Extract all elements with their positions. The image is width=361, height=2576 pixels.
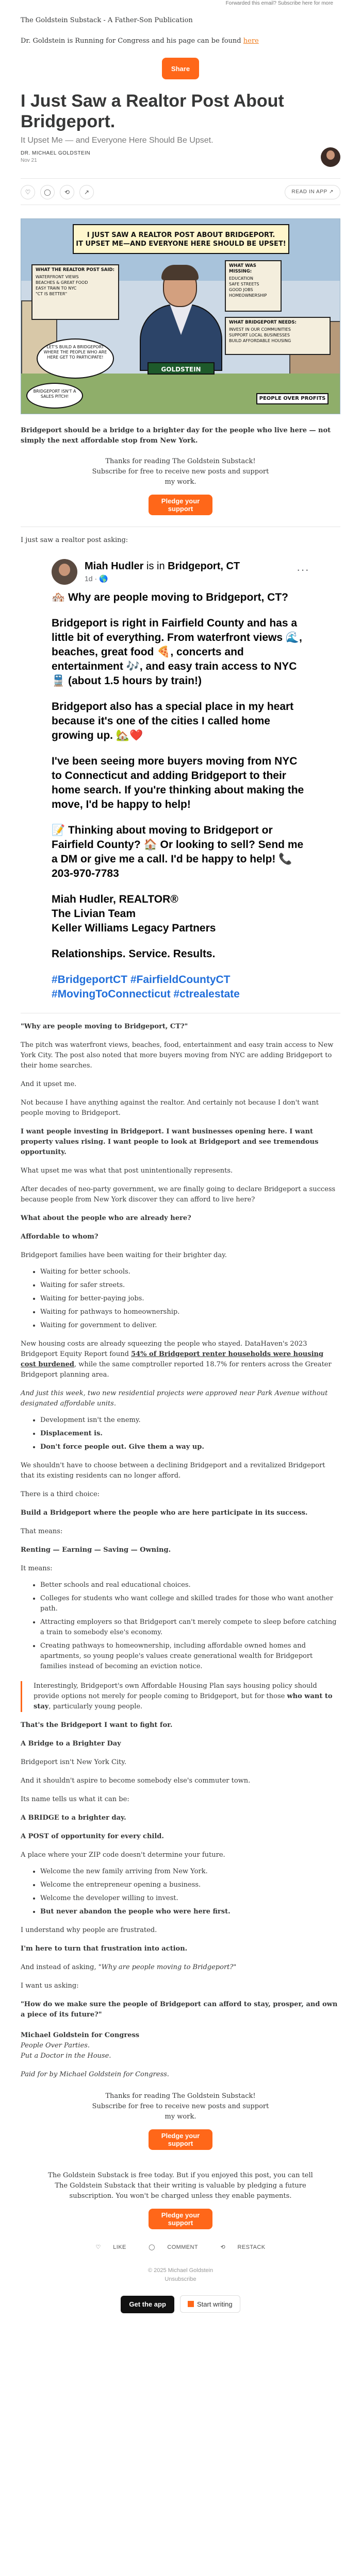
- cartoon-headline-2: IT UPSET ME—AND EVERYONE HERE SHOULD BE UPSET!: [76, 240, 286, 248]
- card-item: GOOD JOBS: [229, 287, 253, 292]
- running-line: [21, 36, 340, 46]
- cover-cartoon[interactable]: [21, 218, 340, 414]
- comment-icon[interactable]: ◯: [40, 185, 55, 199]
- card-missing: [225, 260, 282, 312]
- realtor-paragraph: Bridgeport is right in Fairfield County and has a little bit of everything. From waterfront views 🌊, beaches, great food 🍕, concerts and entertainment 🎶, and easy train access to NYC 🚆 (about 1.5 hours by train!): [52, 617, 302, 687]
- realtor-header: [85, 559, 309, 572]
- author-name[interactable]: DR. MICHAEL GOLDSTEIN: [21, 150, 91, 156]
- article-paragraph: After decades of neo-party government, we are finally going to declare Bridgeport a success because people from New York discover they can afford to live here?: [21, 1185, 336, 1204]
- realtor-text: [52, 590, 309, 1002]
- comment-action[interactable]: [143, 2244, 203, 2250]
- list-item: • Waiting for government to deliver.: [40, 1320, 340, 1331]
- article-paragraph: We shouldn't have to choose between a declining Bridgeport and a revitalized Bridgeport that its existing residents can no longer afford.: [21, 1462, 325, 1480]
- post-subtitle: It Upset Me — and Everyone Here Should Be Upset.: [21, 136, 214, 145]
- cartoon-headline: [73, 224, 289, 254]
- author-avatar[interactable]: [321, 147, 340, 167]
- like-label: LIKE: [113, 2244, 126, 2250]
- pledge-explainer: The Goldstein Substack is free today. But if you enjoyed this post, you can tell The Goldstein Substack that their writing is valuable by pledging a future subscription. You won't be charged unless they enable payments.: [48, 2172, 313, 2200]
- subscribe-prompt: Thanks for reading The Goldstein Substack! Subscribe for free to receive new posts and support my work.: [92, 457, 269, 486]
- list-item: • Waiting for pathways to homeownership.: [40, 1307, 340, 1317]
- realtor-post-screenshot: [52, 559, 309, 1002]
- restack-icon: ⟲: [220, 2244, 226, 2250]
- waiting-list: [40, 1267, 340, 1331]
- list-item: • Attracting employers so that Bridgeport can't merely compete to sleep before catching a train to somebody else's economy.: [40, 1617, 340, 1638]
- article-paragraph: A POST of opportunity for every child.: [21, 1833, 164, 1840]
- realtor-avatar: [52, 559, 77, 585]
- signoff-line: Put a Doctor in the House.: [21, 2052, 111, 2060]
- list-item: • Waiting for better-paying jobs.: [40, 1294, 340, 1304]
- signoff: [21, 2030, 340, 2061]
- forwarded-text: Forwarded this email?: [225, 1, 276, 6]
- forwarded-suffix: for more: [314, 1, 333, 6]
- intro-block: [21, 7, 340, 46]
- unsubscribe-link[interactable]: Unsubscribe: [165, 2276, 196, 2282]
- card-item: INVEST IN OUR COMMUNITIES: [229, 327, 291, 332]
- article-paragraph: And just this week, two new residential projects were approved near Park Avenue without designated affordable units.: [21, 1389, 328, 1408]
- text-run: who want to stay: [34, 1692, 333, 1710]
- list-item: • Creating pathways to homeownership, including affordable owned homes and apartments, so young people's values create generational wealth for Bridgeport families instead of becoming an eviction notice.: [40, 1641, 340, 1672]
- article-paragraph: That's the Bridgeport I want to fight for.: [21, 1721, 173, 1729]
- share-icon[interactable]: ↗: [79, 185, 94, 199]
- card-item: EASY TRAIN TO NYC: [36, 286, 77, 291]
- article-paragraph: Affordable to whom?: [21, 1233, 99, 1241]
- card-item: WATERFRONT VIEWS: [36, 275, 79, 279]
- list-item: • Waiting for better schools.: [40, 1267, 340, 1277]
- bottom-actions: [21, 2244, 340, 2259]
- article-paragraph: There is a third choice:: [21, 1490, 100, 1498]
- card-needs: [225, 317, 331, 355]
- realtor-intro: I just saw a realtor post asking:: [21, 536, 128, 544]
- article-paragraph: [21, 1339, 340, 1380]
- realtor-paragraph: I've been seeing more buyers moving from NYC to Connecticut and adding Bridgeport to their home search. If you're thinking about making the move, I'd be happy to help!: [52, 755, 304, 810]
- article-paragraph: I want people investing in Bridgeport. I want businesses opening here. I want property values rising. I want people to look at Bridgeport and see tremendous opportunity.: [21, 1128, 319, 1156]
- like-icon[interactable]: ♡: [21, 185, 35, 199]
- cartoon-speech-bubble: LET'S BUILD A BRIDGEPORT WHERE THE PEOPLE WHO ARE HERE GET TO PARTICIPATE!: [37, 338, 114, 379]
- start-writing-label: Start writing: [196, 2300, 233, 2308]
- card-title: WHAT THE REALTOR POST SAID:: [36, 267, 114, 273]
- campaign-link[interactable]: here: [243, 37, 259, 45]
- list-item: • Don't force people out. Give them a way up.: [40, 1442, 340, 1452]
- like-action[interactable]: [91, 2244, 132, 2250]
- text-run: "Why are people moving to Bridgeport?": [98, 1963, 237, 1971]
- post-time: 1d · 🌎: [85, 574, 108, 583]
- read-in-app-label: READ IN APP: [291, 189, 327, 195]
- article-paragraph: It means:: [21, 1565, 53, 1572]
- cartoon-headline-1: I JUST SAW A REALTOR POST ABOUT BRIDGEPORT.: [87, 231, 275, 239]
- pledge-button[interactable]: Pledge your support: [149, 2209, 212, 2229]
- pledge-button[interactable]: Pledge your support: [149, 495, 212, 515]
- heart-icon: ♡: [95, 2244, 101, 2250]
- hashtag-line: #MovingToConnecticut #ctrealestate: [52, 988, 240, 1000]
- list-item: • But never abandon the people who were here first.: [40, 1907, 340, 1917]
- post-actions: [21, 178, 340, 205]
- article-paragraph: That means:: [21, 1528, 63, 1535]
- signature-line: Keller Williams Legacy Partners: [52, 922, 216, 934]
- article-paragraph: The pitch was waterfront views, beaches, food, entertainment and easy train access to New York City. The post also noted that more buyers moving from NYC are adding Bridgeport to their home searches.: [21, 1041, 334, 1070]
- article-paragraph: I'm here to turn that frustration into action.: [21, 1945, 188, 1953]
- article-paragraph: I understand why people are frustrated.: [21, 1926, 157, 1934]
- candidate-figure: [140, 268, 222, 366]
- article-paragraph: And it shouldn't aspire to become somebody else's commuter town.: [21, 1777, 251, 1785]
- signoff-line: People Over Parties.: [21, 2042, 90, 2049]
- list-item: • Better schools and real educational choices.: [40, 1580, 340, 1590]
- cartoon-speech-bubble: BRIDGEPORT ISN'T A SALES PITCH!: [26, 383, 83, 409]
- article-paragraph: Bridgeport isn't New York City.: [21, 1758, 127, 1766]
- publication-line: The Goldstein Substack - A Father-Son Publication: [21, 16, 193, 24]
- subscribe-link[interactable]: Subscribe here: [277, 1, 313, 6]
- copyright-block: [21, 2266, 340, 2284]
- paid-for-disclaimer: Paid for by Michael Goldstein for Congress.: [21, 2071, 169, 2078]
- article-paragraph: A BRIDGE to a brighter day.: [21, 1814, 126, 1822]
- article-paragraph: Its name tells us what it can be:: [21, 1795, 129, 1803]
- signature-line: The Livian Team: [52, 908, 136, 920]
- email-body: [21, 7, 340, 2313]
- card-item: SUPPORT LOCAL BUSINESSES: [229, 333, 290, 337]
- list-item: • Welcome the new family arriving from New York.: [40, 1867, 340, 1877]
- article-paragraph: Not because I have anything against the realtor. And certainly not because I don't want people moving to Bridgeport.: [21, 1099, 319, 1117]
- figure-hair: [161, 265, 199, 280]
- substack-logo-icon: [188, 2301, 194, 2307]
- article-paragraph: "How do we make sure the people of Bridgeport can afford to stay, prosper, and own a piece of its future?": [21, 2001, 338, 2019]
- article-paragraph: Bridgeport families have been waiting for their brighter day.: [21, 1251, 227, 1259]
- article-paragraph: What about the people who are already here?: [21, 1214, 191, 1222]
- signoff-line: Michael Goldstein for Congress: [21, 2031, 140, 2039]
- welcome-list: [40, 1867, 340, 1917]
- pledge-button[interactable]: Pledge your support: [149, 2129, 212, 2150]
- text-run: Interestingly, Bridgeport's own Affordable Housing Plan says housing policy should provide options not merely for people coming to Bridgeport, but for those: [34, 1682, 317, 1700]
- copyright-text: © 2025 Michael Goldstein: [147, 2267, 214, 2274]
- more-options-icon: ···: [297, 563, 309, 576]
- development-list: [40, 1415, 340, 1452]
- realtor-line: 🏘️ Why are people moving to Bridgeport, CT?: [52, 591, 288, 603]
- article-paragraph: What upset me was what that post unintentionally represents.: [21, 1167, 233, 1175]
- hashtag-line: #BridgeportCT #FairfieldCountyCT: [52, 974, 231, 986]
- subscribe-prompt: Thanks for reading The Goldstein Substack! Subscribe for free to receive new posts and support my work.: [92, 2092, 269, 2121]
- list-item: • Waiting for safer streets.: [40, 1280, 340, 1291]
- list-item: • Welcome the entrepreneur opening a business.: [40, 1880, 340, 1890]
- lead-paragraph: Bridgeport should be a bridge to a brighter day for the people who live here — not simply the next affordable stop from New York.: [21, 427, 331, 445]
- article-paragraph: A place where your ZIP code doesn't determine your future.: [21, 1851, 225, 1859]
- people-over-profits-sign: PEOPLE OVER PROFITS: [256, 393, 329, 404]
- byline: [21, 150, 340, 171]
- article-paragraph: Build a Bridgeport where the people who are here participate in its success.: [21, 1509, 308, 1517]
- realtor-signature: [52, 892, 309, 936]
- card-realtor-said: [31, 264, 119, 320]
- card-item: HOMEOWNERSHIP: [229, 293, 267, 298]
- text-run: New housing costs are already squeezing the people who stayed. DataHaven's 2023 Bridgeport Equity Report found: [21, 1340, 307, 1358]
- realtor-paragraph: 📝 Thinking about moving to Bridgeport or Fairfield County? 🏠 Or looking to sell? Send me a DM or give me a call. I'd be happy to help! 📞 203-970-7783: [52, 824, 304, 879]
- realtor-hashtags: [52, 973, 309, 1002]
- card-item: BEACHES & GREAT FOOD: [36, 280, 88, 285]
- comment-icon: ◯: [149, 2244, 155, 2250]
- report-link[interactable]: 54% of Bridgeport renter households were housing cost burdened: [21, 1350, 324, 1368]
- signature-line: Miah Hudler, REALTOR®: [52, 893, 178, 905]
- means-list: [40, 1580, 340, 1672]
- housing-plan-quote: [21, 1681, 340, 1712]
- card-title: WHAT BRIDGEPORT NEEDS:: [229, 320, 297, 325]
- restack-icon[interactable]: ⟲: [60, 185, 74, 199]
- article-paragraph: Renting — Earning — Saving — Owning.: [21, 1546, 171, 1554]
- card-title: WHAT WAS MISSING:: [229, 263, 256, 274]
- list-item: • Welcome the developer willing to invest.: [40, 1893, 340, 1904]
- forwarded-bar: [0, 0, 361, 7]
- section-heading: A Bridge to a Brighter Day: [21, 1740, 121, 1748]
- post-date: Nov 21: [21, 158, 37, 163]
- app-promo-bar: [21, 2295, 340, 2313]
- realtor-name: Miah Hudler: [85, 561, 144, 572]
- article-paragraph: And it upset me.: [21, 1080, 77, 1088]
- text-run: , particularly young people.: [48, 1703, 143, 1710]
- start-writing-button[interactable]: [180, 2295, 240, 2313]
- text-run: And instead of asking,: [21, 1963, 99, 1971]
- realtor-location: Bridgeport, CT: [168, 561, 240, 572]
- realtor-tagline: Relationships. Service. Results.: [52, 948, 216, 960]
- list-item: • Development isn't the enemy.: [40, 1415, 340, 1426]
- nameplate-sign: GOLDSTEIN: [147, 362, 215, 375]
- text-run: , while the same comptroller reported 18.7% for renters across the Greater Bridgeport planning area.: [21, 1361, 332, 1379]
- restack-label: RESTACK: [237, 2244, 266, 2250]
- card-item: EDUCATION: [229, 276, 254, 281]
- restack-action[interactable]: [215, 2244, 270, 2250]
- article-paragraph: I want us asking:: [21, 1982, 79, 1990]
- realtor-verb: is in: [143, 561, 168, 572]
- share-button[interactable]: Share: [162, 58, 199, 79]
- list-item: • Displacement is.: [40, 1429, 340, 1439]
- list-item: • Colleges for students who want college and skilled trades for those who want another path.: [40, 1594, 340, 1614]
- realtor-paragraph: Bridgeport also has a special place in my heart because it's one of the cities I called home growing up. 🏡❤️: [52, 701, 294, 741]
- card-item: BUILD AFFORDABLE HOUSING: [229, 338, 291, 343]
- read-in-app-button[interactable]: READ IN APP ↗: [285, 185, 340, 199]
- get-app-button[interactable]: Get the app: [121, 2296, 174, 2313]
- running-text: Dr. Goldstein is Running for Congress and his page can be found: [21, 37, 243, 45]
- comment-label: COMMENT: [167, 2244, 198, 2250]
- card-item: "CT IS BETTER": [36, 292, 68, 296]
- post-title[interactable]: I Just Saw a Realtor Post About Bridgeport.: [21, 91, 284, 131]
- card-item: SAFE STREETS: [229, 282, 259, 286]
- article-paragraph: "Why are people moving to Bridgeport, CT?": [21, 1023, 188, 1030]
- article-paragraph: [21, 1962, 340, 1973]
